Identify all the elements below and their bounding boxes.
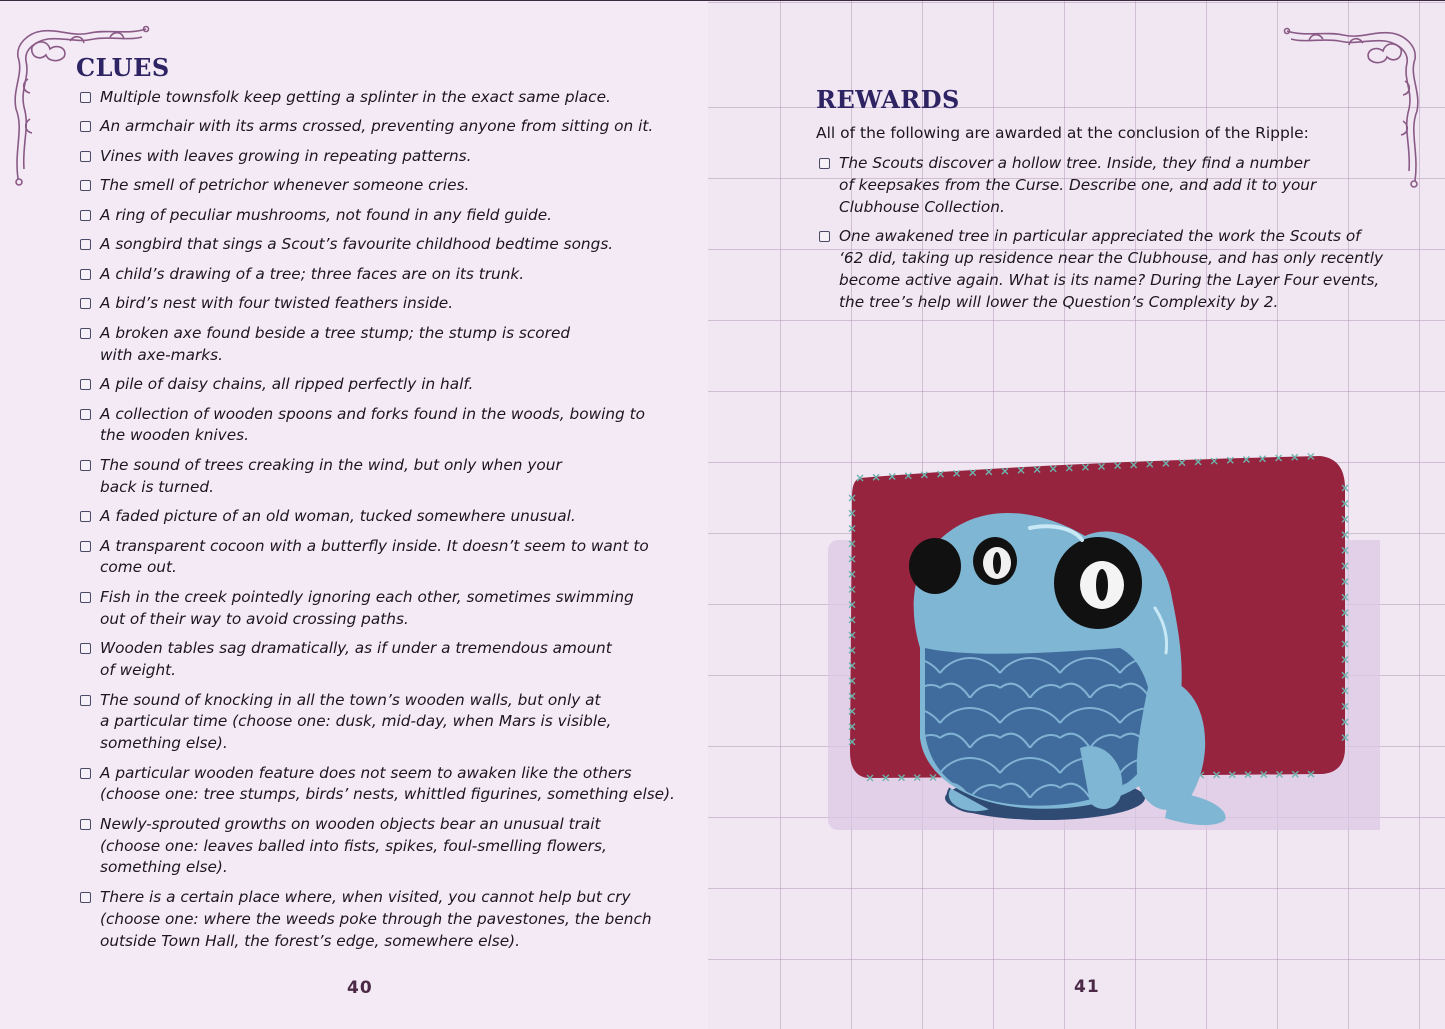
- checklist-item: [76, 116, 676, 138]
- checklist-item: [76, 887, 676, 952]
- item-text-line: A collection of wooden spoons and forks found in the woods, bowing to: [100, 404, 645, 423]
- item-text-line: something else).: [100, 734, 228, 753]
- rewards-checklist: [815, 153, 1395, 322]
- frog-illustration: [820, 448, 1380, 848]
- page-number: 40: [347, 978, 373, 998]
- checkbox-icon[interactable]: [80, 269, 91, 280]
- checkbox-icon[interactable]: [80, 121, 91, 132]
- checkbox-icon[interactable]: [80, 210, 91, 221]
- checkbox-icon[interactable]: [80, 892, 91, 903]
- item-text-line: with axe-marks.: [100, 345, 223, 364]
- item-text-line: The sound of trees creaking in the wind, but only when your: [100, 455, 562, 474]
- checkbox-icon[interactable]: [80, 541, 91, 552]
- checklist-item: [76, 638, 676, 682]
- page-number-right: 41: [1074, 977, 1100, 997]
- item-text-line: The sound of knocking in all the town’s wooden walls, but only at: [100, 690, 601, 709]
- item-text-line: outside Town Hall, the forest’s edge, somewhere else).: [100, 931, 520, 950]
- checklist-item: [76, 87, 676, 109]
- checklist-item: [76, 205, 676, 227]
- item-text-line: An armchair with its arms crossed, preventing anyone from sitting on it.: [100, 117, 654, 136]
- rewards-title: REWARDS: [816, 85, 960, 114]
- checkbox-icon[interactable]: [80, 460, 91, 471]
- checklist-item: [815, 226, 1395, 313]
- item-text-line: Vines with leaves growing in repeating patterns.: [100, 146, 472, 165]
- checklist-item: [76, 175, 676, 197]
- item-text-line: The Scouts discover a hollow tree. Inside, they find a number: [839, 154, 1310, 172]
- item-text-line: out of their way to avoid crossing paths.: [100, 609, 409, 628]
- item-text-line: A faded picture of an old woman, tucked somewhere unusual.: [100, 507, 576, 526]
- checklist-item: [76, 264, 676, 286]
- item-text-line: A bird’s nest with four twisted feathers inside.: [100, 294, 454, 313]
- checkbox-icon[interactable]: [80, 328, 91, 339]
- item-text-line: There is a certain place where, when visited, you cannot help but cry: [100, 887, 631, 906]
- checklist-item: [76, 146, 676, 168]
- item-text-line: (choose one: where the weeds poke through the pavestones, the bench: [100, 909, 652, 928]
- item-text-line: The smell of petrichor whenever someone cries.: [100, 176, 470, 195]
- checkbox-icon[interactable]: [80, 819, 91, 830]
- item-text-line: A transparent cocoon with a butterfly inside. It doesn’t seem to want to: [100, 536, 649, 555]
- item-text-line: of weight.: [100, 661, 177, 680]
- item-text-line: A songbird that sings a Scout’s favourite childhood bedtime songs.: [100, 235, 614, 254]
- item-text-line: Newly-sprouted growths on wooden objects bear an unusual trait: [100, 814, 601, 833]
- item-text-line: of keepsakes from the Curse. Describe one, and add it to your: [839, 175, 1317, 194]
- checklist-item: [815, 153, 1395, 218]
- checklist-item: [76, 234, 676, 256]
- checkbox-icon[interactable]: [80, 643, 91, 654]
- item-text-line: A child’s drawing of a tree; three faces are on its trunk.: [100, 264, 525, 283]
- item-text-line: ‘62 did, taking up residence near the Clubhouse, and has only recently: [839, 249, 1384, 268]
- checkbox-icon[interactable]: [80, 592, 91, 603]
- item-text-line: (choose one: leaves balled into fists, spikes, foul-smelling flowers,: [100, 836, 607, 855]
- page-title: CLUES: [76, 53, 170, 82]
- checkbox-icon[interactable]: [80, 298, 91, 309]
- checkbox-icon[interactable]: [80, 151, 91, 162]
- item-text-line: A broken axe found beside a tree stump; the stump is scored: [100, 323, 571, 342]
- item-text-line: A pile of daisy chains, all ripped perfectly in half.: [100, 375, 474, 394]
- item-text-line: the tree’s help will lower the Question’s Complexity by 2.: [839, 292, 1279, 311]
- item-text-line: (choose one: tree stumps, birds’ nests, whittled figurines, something else).: [100, 785, 675, 804]
- checklist-item: [76, 536, 676, 580]
- rewards-intro: All of the following are awarded at the conclusion of the Ripple:: [816, 124, 1309, 142]
- checkbox-icon[interactable]: [80, 379, 91, 390]
- item-text-line: become active again. What is its name? During the Layer Four events,: [839, 270, 1380, 289]
- item-text-line: One awakened tree in particular appreciated the work the Scouts of: [839, 227, 1361, 246]
- checklist-item: [76, 455, 676, 499]
- checklist-item: [76, 506, 676, 528]
- checkbox-icon[interactable]: [80, 511, 91, 522]
- checklist-item: [76, 293, 676, 315]
- checklist-item: [76, 374, 676, 396]
- checklist-item: [76, 763, 676, 807]
- checklist-item: [76, 690, 676, 755]
- item-text-line: Multiple townsfolk keep getting a splinter in the exact same place.: [100, 88, 611, 106]
- item-text-line: A particular wooden feature does not seem to awaken like the others: [100, 763, 632, 782]
- item-text-line: back is turned.: [100, 477, 214, 496]
- left-page: [0, 1, 708, 1029]
- checkbox-icon[interactable]: [80, 409, 91, 420]
- checkbox-icon[interactable]: [80, 695, 91, 706]
- item-text-line: A ring of peculiar mushrooms, not found in any field guide.: [100, 205, 553, 224]
- checklist-item: [76, 323, 676, 367]
- checkbox-icon[interactable]: [80, 239, 91, 250]
- item-text-line: come out.: [100, 558, 177, 577]
- checklist-item: [76, 404, 676, 448]
- checkbox-icon[interactable]: [80, 768, 91, 779]
- checklist-item: [76, 587, 676, 631]
- item-text-line: something else).: [100, 858, 228, 877]
- clues-checklist: [76, 87, 676, 960]
- checkbox-icon[interactable]: [819, 231, 830, 242]
- item-text-line: Clubhouse Collection.: [839, 197, 1005, 216]
- item-text-line: the wooden knives.: [100, 426, 249, 445]
- checkbox-icon[interactable]: [80, 92, 91, 103]
- checkbox-icon[interactable]: [80, 180, 91, 191]
- checkbox-icon[interactable]: [819, 158, 830, 169]
- item-text-line: a particular time (choose one: dusk, mid-day, when Mars is visible,: [100, 712, 612, 731]
- item-text-line: Fish in the creek pointedly ignoring each other, sometimes swimming: [100, 587, 634, 606]
- checklist-item: [76, 814, 676, 879]
- item-text-line: Wooden tables sag dramatically, as if under a tremendous amount: [100, 639, 612, 658]
